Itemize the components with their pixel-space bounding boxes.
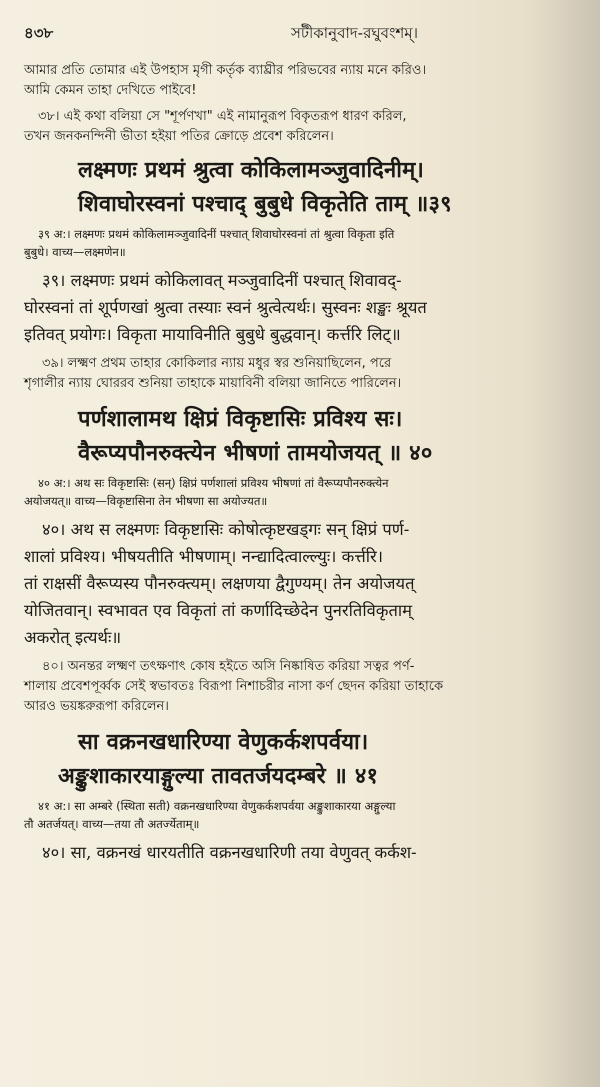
text-line: ३९। लक्ष्मणः प्रथमं कोकिलावत् मञ्जुवादिनीं पश्चात् शिवावद्- bbox=[42, 271, 402, 290]
text-line: ৩৯। লক্ষ্মণ প্রথম তাহার কোকিলার ন্যায় মধুর স্বর শুনিয়াছিলেন, পরে bbox=[42, 356, 392, 371]
intro-bangla bbox=[24, 61, 578, 101]
text-line: আমি কেমন তাহা দেখিতে পাইবে! bbox=[24, 83, 197, 98]
commentary-39 bbox=[24, 267, 578, 348]
text-line: ৩৮। এই কথা বলিয়া সে "শূর্পণখা" এই নামানুরূপ বিকৃতরূপ ধারণ করিল, bbox=[38, 109, 407, 124]
verse-line: लक्ष्मणः प्रथमं श्रुत्वा कोकिलामञ्जुवादिनीम्। bbox=[78, 157, 425, 183]
text-line: घोरस्वनां तां शूर्पणखां श्रुत्वा तस्याः स्वनं श्रुत्वेत्यर्थः। सुस्वनः शङ्खः श्रूयत bbox=[24, 298, 427, 317]
page-header bbox=[24, 22, 578, 47]
verse-line: अङ्कुशाकारयाङ्गुल्या तावतर्जयदम्बरे ॥ ४१ bbox=[58, 763, 379, 789]
verse-line: वैरूप्यपौनरुक्त्येन भीषणां तामयोजयत् ॥ ४० bbox=[78, 440, 433, 466]
prose-order-40 bbox=[24, 474, 578, 510]
prose-order-39 bbox=[24, 225, 578, 261]
commentary-40 bbox=[24, 516, 578, 651]
text-line: अकरोत् इत्यर्थः॥ bbox=[24, 628, 122, 647]
text-line: बुबुधे। वाच्य—लक्ष्मणेन॥ bbox=[24, 245, 126, 259]
text-line: তখন জনকনন্দিনী ভীতা হইয়া পতির ক্রোড়ে প্রবেশ করিলেন। bbox=[24, 129, 334, 144]
text-line: ৪০। অনন্তর লক্ষ্মণ তৎক্ষণাৎ কোষ হইতে অসি নিষ্কাষিত করিয়া সত্বর পর্ণ- bbox=[42, 659, 415, 674]
text-line: ४०। अथ स लक्ष्मणः विकृष्टासिः कोषोत्कृष्टखड्गः सन् क्षिप्रं पर्ण- bbox=[42, 520, 410, 539]
commentary-41 bbox=[24, 839, 578, 866]
verse-39 bbox=[78, 153, 578, 221]
text-line: योजितवान्। स्वभावत एव विकृतां तां कर्णादिच्छेदेन पुनरतिविकृताम् bbox=[24, 601, 413, 620]
text-line: আরও ভয়ঙ্করুরূপা করিলেন। bbox=[24, 699, 169, 714]
text-line: अयोजयत्॥ वाच्य—विकृष्टासिना तेन भीषणा सा अयोज्यत॥ bbox=[24, 494, 268, 508]
text-line: ४०। सा, वक्रनखं धारयतीति वक्रनखधारिणी तया वेणुवत् कर्कश- bbox=[42, 843, 417, 862]
running-title: সটীকানুবাদ-রঘুবংশম্‌। bbox=[290, 24, 418, 42]
bangla-translation-38 bbox=[24, 107, 578, 147]
text-line: আমার প্রতি তোমার এই উপহাস মৃগী কর্তৃক ব্যাঘ্রীর পরিভবের ন্যায় মনে করিও। bbox=[24, 63, 427, 78]
text-line: ४० अ:। अथ सः विकृष्टासिः (सन्) क्षिप्रं पर्णशालां प्रविश्य भीषणां तां वैरूप्यपौनरुक्त्येन bbox=[38, 476, 389, 490]
verse-line: पर्णशालामथ क्षिप्रं विकृष्टासिः प्रविश्य सः। bbox=[78, 406, 403, 432]
text-line: तौ अतर्जयत्। वाच्य—तया तौ अतर्ज्येताम्॥ bbox=[24, 817, 200, 831]
text-line: ४१ अ:। सा अम्बरे (स्थिता सती) वक्रनखधारिण्या वेणुकर्कशपर्वया अङ्कुशाकारया अङ्गुल्या bbox=[38, 799, 396, 813]
text-line: শৃগালীর ন্যায় ঘোররব শুনিয়া তাহাকে মায়াবিনী বলিয়া জানিতে পারিলেন। bbox=[24, 376, 402, 391]
verse-line: शिवाघोरस्वनां पश्चाद् बुबुधे विकृतेति ताम् ॥३९ bbox=[78, 191, 452, 217]
text-line: ३९ अ:। लक्ष्मणः प्रथमं कोकिलामञ्जुवादिनीं पश्चात् शिवाघोरस्वनां तां श्रुत्वा विकृता इति bbox=[38, 227, 395, 241]
verse-41 bbox=[58, 725, 578, 793]
verse-40 bbox=[78, 402, 578, 470]
page-number: ৪৩৮ bbox=[24, 24, 54, 42]
text-line: शालां प्रविश्य। भीषयतीति भीषणाम्। नन्द्यादित्वाल्ल्युः। कर्त्तरि। bbox=[24, 547, 383, 566]
text-line: इतिवत् प्रयोगः। विकृता मायाविनीति बुबुधे बुद्धवान्। कर्त्तरि लिट्॥ bbox=[24, 325, 401, 344]
bangla-translation-39 bbox=[24, 354, 578, 394]
text-line: तां राक्षसीं वैरूप्यस्य पौनरुक्त्यम्। लक्षणया द्वैगुण्यम्। तेन अयोजयत् bbox=[24, 574, 415, 593]
bangla-translation-40 bbox=[24, 657, 578, 717]
text-line: শালায় প্রবেশপূর্ব্বক সেই স্বভাবতঃ বিরূপা নিশাচরীর নাসা কর্ণ ছেদন করিয়া তাহাকে bbox=[24, 679, 444, 694]
verse-line: सा वक्रनखधारिण्या वेणुकर्कशपर्वया। bbox=[78, 729, 369, 755]
prose-order-41 bbox=[24, 797, 578, 833]
